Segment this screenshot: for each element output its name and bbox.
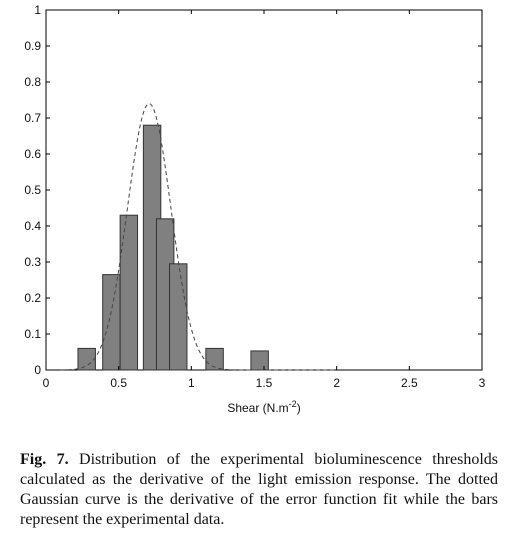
x-tick-label-4: 2 bbox=[333, 376, 341, 390]
gaussian-fit-curve bbox=[61, 104, 337, 370]
x-tick-label-5: 2.5 bbox=[400, 376, 418, 390]
bars bbox=[78, 125, 268, 370]
y-tick-label-8: 0.8 bbox=[24, 75, 41, 89]
x-axis-title-main: Shear (N.m bbox=[227, 401, 289, 415]
histogram-bar-1 bbox=[103, 275, 120, 370]
y-tick-label-3: 0.3 bbox=[24, 255, 41, 269]
x-axis-title-superscript: -2 bbox=[288, 399, 297, 409]
y-tick-label-7: 0.7 bbox=[24, 111, 41, 125]
y-tick-label-5: 0.5 bbox=[24, 183, 41, 197]
x-axis-title bbox=[227, 399, 300, 415]
y-tick-label-1: 0.1 bbox=[24, 327, 41, 341]
figure-caption-text: Distribution of the experimental bioluminescence thresholds calculated as the derivative of the light emission response. The dotted Gaussian curve is the derivative of the error function fit while the bars represent the experimental data. bbox=[20, 451, 499, 528]
y-tick-label-4: 0.4 bbox=[24, 219, 41, 233]
figure-label: Fig. 7. bbox=[20, 451, 69, 468]
y-tick-label-9: 0.9 bbox=[24, 39, 41, 53]
x-axis-title-close: ) bbox=[296, 401, 301, 415]
y-tick-label-10: 1 bbox=[34, 3, 41, 17]
x-tick-label-1: 0.5 bbox=[110, 376, 128, 390]
histogram-bar-7 bbox=[251, 351, 268, 370]
y-tick-label-2: 0.2 bbox=[24, 291, 41, 305]
y-tick-label-6: 0.6 bbox=[24, 147, 41, 161]
axis-ticks bbox=[24, 3, 485, 390]
x-tick-label-3: 1.5 bbox=[255, 376, 273, 390]
x-tick-label-6: 3 bbox=[478, 376, 486, 390]
x-tick-label-2: 1 bbox=[187, 376, 195, 390]
histogram-bar-5 bbox=[170, 264, 187, 370]
histogram-bar-0 bbox=[78, 348, 95, 370]
x-tick-label-0: 0 bbox=[42, 376, 50, 390]
histogram-bar-2 bbox=[120, 215, 137, 370]
figure-caption bbox=[20, 450, 498, 530]
y-tick-label-0: 0 bbox=[34, 363, 41, 377]
